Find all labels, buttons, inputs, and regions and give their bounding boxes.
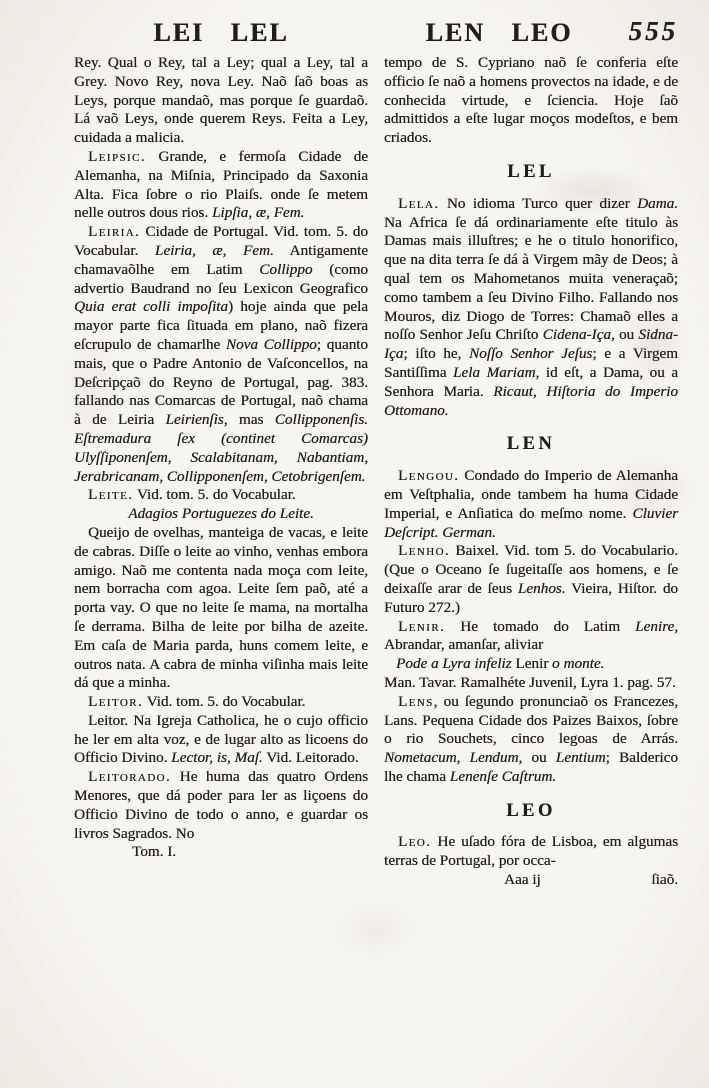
entry-headword: Leite. — [88, 486, 134, 504]
running-header-left: LEI LEL — [153, 18, 289, 47]
body-text: Vid. tom. 5. do Vocabular. — [133, 486, 296, 504]
italic-text: Quia erat colli impoſita — [74, 298, 228, 316]
italic-text: Ricaut, Hiſtoria do Imperio Ottomano. — [384, 382, 678, 419]
italic-text: Collippo — [259, 260, 313, 278]
italic-text: Lela Mariam — [452, 363, 536, 381]
body-text: ; e a Virgem Santiſſima — [384, 345, 678, 381]
italic-text: Lipſia, æ, Fem. — [211, 204, 305, 222]
section-heading: LEN — [506, 434, 556, 455]
right-column — [384, 54, 678, 890]
entry-paragraph — [384, 833, 678, 871]
entry-headword: Leitorado. — [88, 768, 172, 786]
entry-headword: Leo. — [398, 833, 432, 851]
body-text: , mas — [223, 411, 275, 429]
body-text: Antigamente chamavaõlhe em Latim — [74, 241, 368, 278]
body-text: ; quanto mais, que o Padre Antonio de Vaſconcellos, na Deſcripçaõ do Reyno de Portugal, pag. 383. fallando nas Comarcas de Portugal, naõ chama à de Leiria — [74, 335, 368, 429]
italic-text: Lenhos. — [517, 579, 566, 597]
page-number: 555 — [628, 16, 678, 46]
italic-text: Cluvier Deſcript. German. — [384, 504, 678, 541]
verse-line — [384, 655, 678, 674]
entry-paragraph — [74, 148, 368, 223]
body-text: Vieira, Hiſtor. do Futuro 272.) — [384, 579, 679, 616]
body-text: He huma das quatro Ordens Menores, que dá poder para ler as liçoens do Officio Divino de todo o anno, e guardar os livros Sagrados. No — [74, 768, 368, 842]
entry-headword: Lela. — [398, 194, 440, 212]
body-text: ) hoje ainda que pela mayor parte fica ſituada em plano, naõ fizera eſcrupulo de chamarlhe — [74, 298, 368, 353]
body-text: Leitor. Na Igreja Catholica, he o cujo officio he ler em alta voz, e de lugar alto as licoens do Officio Divino. — [74, 711, 368, 767]
italic-text: Sidna-Iça — [384, 326, 679, 363]
entry-headword: Lengou. — [398, 467, 460, 485]
left-column — [74, 54, 368, 862]
entry-headword: Lenir. — [398, 617, 446, 635]
entry-paragraph — [384, 54, 678, 148]
entry-headword: Leipsic. — [88, 147, 146, 165]
body-text: Rey. Qual o Rey, tal a Ley; qual a Ley, tal a Grey. Novo Rey, nova Ley. Naõ ſaõ boas as Leys, porque mandaõ, mas porque ſe guardaõ. Lá vaõ Leys, onde querem Reys. Feita a Ley, cuidada a malicia. — [74, 54, 368, 147]
body-text: ; Balderico lhe chama — [384, 749, 678, 785]
entry-paragraph — [74, 486, 368, 505]
body-text: ; iſto he, — [403, 345, 470, 363]
entry-paragraph — [74, 223, 368, 486]
body-text: Na Africa ſe dá ordinariamente eſte titulo às Damas mais illuſtres; e he o titulo honorifico, que na dita terra ſe dá à Virgem mãy de Deos; à qual tem os Mahometanos muita veneraçaõ; como tambem a ſeu Divino Filho. Fallando nos Mouros, diz Diogo de Torres: Chamaõ elles a noſſo Senhor Jeſu Chriſto — [384, 213, 678, 344]
italic-text: Pode a Lyra infeliz — [396, 655, 516, 673]
entry-paragraph — [384, 618, 678, 656]
entry-paragraph — [384, 195, 678, 421]
body-text: Baixel. Vid. tom 5. do Vocabulario. (Que o Oceano ſe ſugeitaſſe aos homens, e ſe deixaſſe arar de ſeus — [384, 542, 678, 597]
body-text: (como advertio Baudrand no ſeu Lexicon Geografico — [74, 260, 368, 297]
italic-text: Nometacum, Lendum — [384, 749, 519, 767]
body-text: Condado do Imperio de Alemanha em Veſtphalia, onde tambem ha huma Cidade Imperial, e Anſiatica do meſmo nome. — [384, 467, 678, 522]
italic-text: Lenire — [635, 617, 675, 635]
body-text: , ou ſegundo pronunciaõ os Francezes, Lans. Pequena Cidade dos Paizes Baixos, ſobre o rio Souchets, cinco legoas de Arrás. — [384, 692, 678, 748]
entry-paragraph — [74, 768, 368, 843]
body-text: , ou — [610, 326, 639, 344]
body-text: , ou — [518, 749, 556, 767]
italic-text: Leirienſis — [165, 411, 224, 429]
entry-paragraph — [384, 693, 678, 787]
entry-headword: Lens — [398, 692, 434, 710]
entry-paragraph — [384, 674, 678, 693]
italic-text: Nova Collippo — [225, 335, 317, 353]
entry-paragraph — [74, 54, 368, 148]
signature-line — [384, 871, 678, 890]
adage-section-title — [74, 505, 368, 524]
section-heading: LEO — [506, 800, 556, 821]
italic-text: Lector, is, Maſ. — [171, 749, 263, 767]
catchword: ſiaõ. — [651, 871, 678, 889]
italic-text: o monte. — [548, 655, 605, 673]
entry-paragraph — [74, 524, 368, 693]
volume-catchline: Tom. I. — [132, 843, 177, 861]
running-header-right: LEN LEO — [425, 18, 573, 47]
italic-text: Dama. — [637, 194, 678, 212]
italic-text: Lentium — [555, 749, 606, 767]
body-text: Vid. tom. 5. do Vocabular. — [143, 693, 306, 711]
italic-text: Adagios Portuguezes do Leite. — [128, 505, 314, 523]
section-heading: LEL — [507, 161, 555, 182]
body-text: No idioma Turco quer dizer — [439, 194, 638, 212]
body-text: Vid. Leitorado. — [262, 749, 359, 767]
body-text: He uſado fóra de Lisboa, em algumas terras de Portugal, por occa- — [384, 833, 678, 870]
italic-text: Cidena-Iça — [542, 326, 611, 344]
body-text: Grande, e fermoſa Cidade de Alemanha, na Miſnia, Principado da Saxonia Alta. Fica ſobre o rio Plaiſs. onde ſe metem nelle outros dous rios. — [74, 147, 368, 222]
body-text: , Abrandar, amanſar, aliviar — [384, 617, 678, 654]
body-text: Lenir — [515, 655, 549, 673]
entry-headword: Leiria. — [88, 223, 141, 241]
entry-paragraph — [384, 542, 678, 617]
entry-paragraph — [384, 467, 678, 542]
body-text: , id eſt, a Dama, ou a Senhora Maria. — [384, 363, 679, 400]
body-text: Cidade de Portugal. Vid. tom. 5. do Vocabular. — [74, 223, 368, 259]
body-text: tempo de S. Cypriano naõ ſe conferia eſte officio ſe naõ a homens provectos na idade, e de conhecida virtude, e ſciencia. Hoje ſaõ admittidos a eſte lugar moços modeſtos, e bem criados. — [384, 54, 678, 147]
entry-headword: Lenho. — [398, 542, 451, 560]
italic-text: Noſſo Senhor Jeſus — [469, 345, 593, 363]
italic-text: Leiria, æ, Fem. — [154, 241, 274, 259]
italic-text: Collipponenſis. Eſtremadura ſex (continet Comarcas) Ulyſſiponenſem, Scalabitanam, Nabantiam, Jerabricanam, Collipponenſem, Cetobrigenſem. — [74, 411, 368, 485]
entry-paragraph — [74, 693, 368, 712]
entry-paragraph — [74, 712, 368, 768]
body-text: Man. Tavar. Ramalhéte Juvenil, Lyra 1. pag. 57. — [384, 673, 676, 691]
gathering-signature: Aaa ij — [504, 871, 541, 889]
italic-text: Lenenſe Caſtrum. — [449, 767, 557, 785]
body-text: He tomado do Latim — [445, 617, 636, 635]
body-text: Queijo de ovelhas, manteiga de vacas, e leite de cabras. Diſſe o leite ao vinho, venhas embora amigo. Naõ me contenta nada moça com leite, nem borracha com agoa. Leite ſem paõ, até a porta vay. O que no leite ſe mama, na mortalha ſe derrama. Bilha de leite por bilha de azeite. Em caſa de Maria parda, huns comem leite, e outros nata. A cabra de minha viſinha mais leite dá que a minha. — [74, 523, 368, 692]
entry-headword: Leitor. — [88, 693, 144, 711]
